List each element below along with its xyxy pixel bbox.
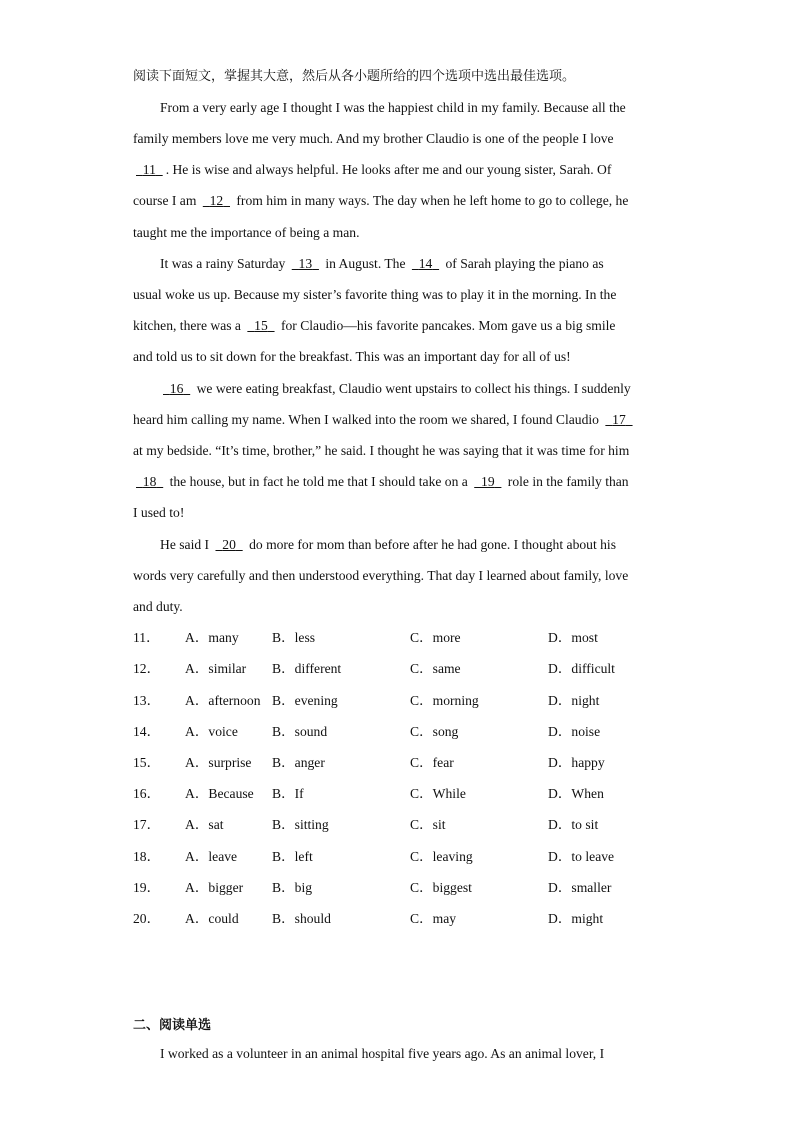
option-a[interactable]: A．leave: [185, 849, 238, 864]
passage-line: heard him calling my name. When I walked into the room we shared, I found Claudio 17: [133, 412, 636, 428]
option-d[interactable]: D．difficult: [548, 661, 615, 676]
passage-line: I worked as a volunteer in an animal hospital five years ago. As an animal lover, I: [160, 1046, 605, 1061]
question-number: 16．: [133, 786, 161, 801]
question-row: [133, 911, 693, 927]
question-row: [133, 630, 693, 646]
passage-line: usual woke us up. Because my sister’s favorite thing was to play it in the morning. In the: [133, 287, 617, 302]
option-c[interactable]: C．may: [410, 911, 457, 926]
option-d[interactable]: D．to sit: [548, 817, 599, 832]
blank-14: 14: [418, 256, 433, 271]
passage-line: at my bedside. “It’s time, brother,” he said. I thought he was saying that it was time for him: [133, 443, 630, 458]
option-d[interactable]: D．to leave: [548, 849, 615, 864]
passage-line: 16 we were eating breakfast, Claudio went upstairs to collect his things. I suddenly: [160, 381, 631, 397]
blank-20: 20: [222, 537, 236, 552]
question-number: 17．: [133, 817, 161, 832]
option-b[interactable]: B．evening: [272, 693, 338, 708]
passage-line: It was a rainy Saturday 13 in August. The 14 of Sarah playing the piano as: [160, 256, 604, 271]
option-b[interactable]: B．different: [272, 661, 342, 676]
option-d[interactable]: D．happy: [548, 755, 605, 770]
option-c[interactable]: C．leaving: [410, 849, 473, 864]
passage-line: words very carefully and then understood everything. That day I learned about family, love: [133, 568, 629, 583]
option-c[interactable]: C．morning: [410, 693, 479, 708]
option-d[interactable]: D．might: [548, 911, 604, 926]
blank-13: 13: [298, 256, 313, 271]
option-c[interactable]: C．fear: [410, 755, 454, 770]
blank-12: 12: [209, 193, 224, 208]
option-a[interactable]: A．bigger: [185, 880, 244, 895]
passage-line: and told us to sit down for the breakfast. This was an important day for all of us!: [133, 349, 571, 364]
passage-line: 18 the house, but in fact he told me that I should take on a 19 role in the family than: [133, 474, 629, 490]
question-number: 12．: [133, 661, 161, 676]
question-row: [133, 661, 693, 677]
question-row: [133, 849, 693, 865]
option-a[interactable]: A．could: [185, 911, 239, 926]
option-b[interactable]: B．sound: [272, 724, 328, 739]
option-a[interactable]: A．many: [185, 630, 239, 645]
question-row: [133, 693, 693, 709]
option-b[interactable]: B．sitting: [272, 817, 329, 832]
passage-line: He said I 20 do more for mom than before after he had gone. I thought about his: [160, 537, 616, 552]
option-a[interactable]: A．Because: [185, 786, 254, 801]
option-a[interactable]: A．afternoon: [185, 693, 261, 708]
question-number: 15．: [133, 755, 161, 770]
option-c[interactable]: C．song: [410, 724, 459, 739]
option-c[interactable]: C．same: [410, 661, 461, 676]
blank-17: 17: [612, 412, 626, 427]
passage-line: kitchen, there was a 15 for Claudio—his favorite pancakes. Mom gave us a big smile: [133, 318, 616, 333]
passage-line: family members love me very much. And my brother Claudio is one of the people I love: [133, 131, 614, 146]
instruction-text: 阅读下面短文，掌握其大意，然后从各小题所给的四个选项中选出最佳选项。: [133, 69, 576, 84]
option-a[interactable]: A．surprise: [185, 755, 252, 770]
option-a[interactable]: A．voice: [185, 724, 238, 739]
option-b[interactable]: B．big: [272, 880, 313, 895]
question-row: [133, 724, 693, 740]
passage-line: and duty.: [133, 599, 183, 614]
passage-line: course I am 12 from him in many ways. The day when he left home to go to college, he: [133, 193, 629, 208]
question-number: 13．: [133, 693, 161, 708]
section-heading: 二、阅读单选: [133, 1018, 212, 1033]
option-d[interactable]: D．When: [548, 786, 604, 801]
option-b[interactable]: B．left: [272, 849, 313, 864]
blank-16: 16: [169, 381, 184, 396]
option-d[interactable]: D．noise: [548, 724, 601, 739]
option-b[interactable]: B．less: [272, 630, 316, 645]
option-d[interactable]: D．smaller: [548, 880, 612, 895]
passage-line: I used to!: [133, 505, 185, 520]
blank-19: 19: [481, 474, 495, 489]
option-c[interactable]: C．more: [410, 630, 461, 645]
option-d[interactable]: D．most: [548, 630, 598, 645]
option-b[interactable]: B．should: [272, 911, 331, 926]
question-row: [133, 880, 693, 896]
option-b[interactable]: B．If: [272, 786, 304, 801]
question-number: 11．: [133, 630, 160, 645]
option-c[interactable]: C．biggest: [410, 880, 472, 895]
question-number: 14．: [133, 724, 161, 739]
question-row: [133, 786, 693, 802]
option-d[interactable]: D．night: [548, 693, 600, 708]
option-b[interactable]: B．anger: [272, 755, 325, 770]
question-number: 18．: [133, 849, 161, 864]
passage-line: From a very early age I thought I was the happiest child in my family. Because all the: [160, 100, 626, 115]
passage-line: taught me the importance of being a man.: [133, 225, 360, 240]
blank-11: 11: [142, 162, 156, 177]
question-number: 19．: [133, 880, 161, 895]
blank-15: 15: [254, 318, 268, 333]
option-c[interactable]: C．sit: [410, 817, 446, 832]
option-c[interactable]: C．While: [410, 786, 466, 801]
blank-18: 18: [142, 474, 157, 489]
option-a[interactable]: A．similar: [185, 661, 247, 676]
question-row: [133, 755, 693, 771]
question-number: 20．: [133, 911, 161, 926]
option-a[interactable]: A．sat: [185, 817, 224, 832]
passage-line: 11 . He is wise and always helpful. He looks after me and our young sister, Sarah. Of: [133, 162, 611, 178]
question-row: [133, 817, 693, 833]
